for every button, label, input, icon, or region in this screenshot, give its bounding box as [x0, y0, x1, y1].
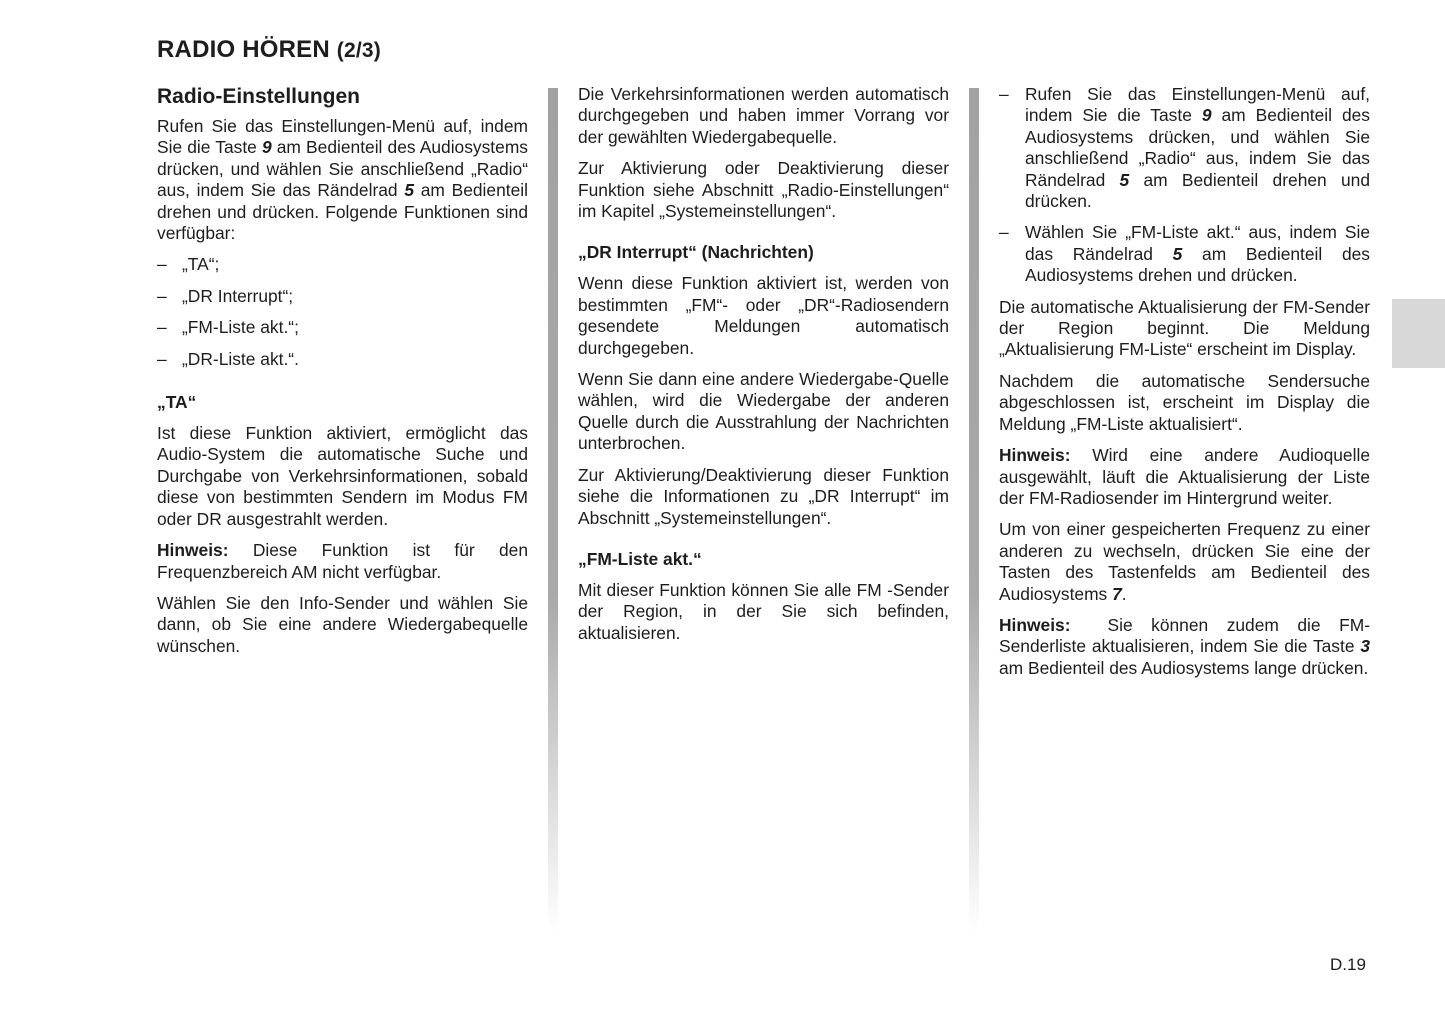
key-number: 3 — [1360, 636, 1370, 657]
key-number: 9 — [1201, 105, 1212, 126]
column-right — [999, 84, 1370, 689]
function-list — [157, 254, 528, 370]
note-label: Hinweis: — [157, 540, 229, 561]
key-number: 5 — [404, 180, 414, 201]
dr-interrupt-heading: „DR Interrupt“ (Nachrichten) — [578, 242, 814, 263]
paragraph: Mit dieser Funktion können Sie alle FM -Sender der Region, in der Sie sich befinden, aktualisieren. — [578, 579, 949, 643]
page-title — [157, 36, 381, 64]
paragraph: Zur Aktivierung/Deaktivierung dieser Funktion siehe die Informationen zu „DR Interrupt“ im Abschnitt „Systemeinstellungen“. — [578, 464, 949, 528]
list-item: – „DR-Liste akt.“. — [157, 348, 299, 369]
key-number: 5 — [1172, 243, 1183, 264]
key-number: 9 — [261, 137, 272, 158]
ta-paragraph: Ist diese Funktion aktiviert, ermöglicht das Audio-System die automatische Suche und Durchgabe von Verkehrsinformationen, sobald diese von bestimmten Sendern im Modus FM oder DR ausgestrahlt werden. — [157, 423, 528, 529]
paragraph: Um von einer gespeicherten Frequenz zu einer anderen zu wechseln, drücken Sie eine der Tasten des Tastenfelds am Bedienteil des Audiosystems 7. — [999, 519, 1370, 604]
list-item: – Wählen Sie „FM-Liste akt.“ aus, indem Sie das Rändelrad 5 am Bedienteil des Audiosystems drehen und drücken. — [999, 222, 1370, 286]
list-item: – „FM-Liste akt.“; — [157, 317, 299, 338]
paragraph: Nachdem die automatische Sendersuche abgeschlossen ist, erscheint im Display die Meldung „FM-Liste aktualisiert“. — [999, 370, 1370, 434]
note-paragraph: Hinweis: Diese Funktion ist für den Frequenzbereich AM nicht verfügbar. — [157, 540, 528, 582]
chapter-tab-marker — [1392, 299, 1445, 368]
paragraph: Wenn Sie dann eine andere Wiedergabe-Quelle wählen, wird die Wiedergabe der anderen Quelle durch die Ausstrahlung der Nachrichten unterbrochen. — [578, 369, 949, 454]
paragraph: Zur Aktivierung oder Deaktivierung dieser Funktion siehe Abschnitt „Radio-Einstellungen“ im Kapitel „Systemeinstellungen“. — [578, 158, 949, 222]
key-number: 5 — [1119, 169, 1130, 190]
page-title-suffix: (2/3) — [336, 39, 381, 62]
paragraph: Die Verkehrsinformationen werden automatisch durchgegeben und haben immer Vorrang vor der gewählten Wiedergabequelle. — [578, 84, 949, 147]
note-paragraph: Hinweis: Sie können zudem die FM-Senderliste aktualisieren, indem Sie die Taste 3 am Bedienteil des Audiosystems lange drücken. — [999, 614, 1370, 678]
note-paragraph: Hinweis: Wird eine andere Audioquelle ausgewählt, läuft die Aktualisierung der Liste der FM-Radiosender im Hintergrund weiter. — [999, 445, 1370, 508]
page-title-text: RADIO HÖREN — [157, 36, 330, 63]
paragraph: Wenn diese Funktion aktiviert ist, werden von bestimmten „FM“- oder „DR“-Radiosendern gesendete Meldungen automatisch durchgegeben. — [578, 273, 949, 358]
dash-bullet: – — [157, 254, 167, 275]
key-number: 7 — [1112, 583, 1122, 604]
dash-bullet: – — [999, 84, 1009, 104]
list-item: – Rufen Sie das Einstellungen-Menü auf, indem Sie die Taste 9 am Bedienteil des Audiosystems drücken, und wählen Sie anschließend „Radio“ aus, indem Sie das Rändelrad 5 am Bedienteil drehen und drücken. — [999, 84, 1370, 212]
dash-bullet: – — [999, 222, 1009, 243]
section-heading: Radio-Einstellungen — [157, 85, 361, 108]
dash-bullet: – — [157, 285, 167, 306]
list-item: – „TA“; — [157, 254, 220, 275]
page-number: D.19 — [1330, 955, 1366, 974]
note-label: Hinweis: — [999, 445, 1071, 466]
dash-bullet: – — [157, 348, 167, 369]
choose-paragraph: Wählen Sie den Info-Sender und wählen Sie dann, ob Sie eine andere Wiedergabequelle wünschen. — [157, 592, 528, 656]
column-left — [157, 84, 528, 667]
dash-bullet: – — [157, 317, 167, 338]
ta-heading: „TA“ — [157, 392, 197, 413]
intro-paragraph: Rufen Sie das Einstellungen-Menü auf, indem Sie die Taste 9 am Bedienteil des Audiosystems drücken, und wählen Sie anschließend „Radio“ aus, indem Sie das Rändelrad 5 am Bedienteil drehen und drücken. Folgende Funktionen sind verfügbar: — [157, 116, 528, 244]
column-divider — [969, 88, 979, 933]
paragraph: Die automatische Aktualisierung der FM-Sender der Region beginnt. Die Meldung „Aktualisierung FM-Liste“ erscheint im Display. — [999, 296, 1370, 360]
column-middle — [578, 84, 949, 654]
step-list — [999, 84, 1370, 287]
column-divider — [548, 88, 558, 933]
note-label: Hinweis: — [999, 614, 1071, 635]
fm-list-heading: „FM-Liste akt.“ — [578, 548, 702, 569]
list-item: – „DR Interrupt“; — [157, 285, 294, 306]
